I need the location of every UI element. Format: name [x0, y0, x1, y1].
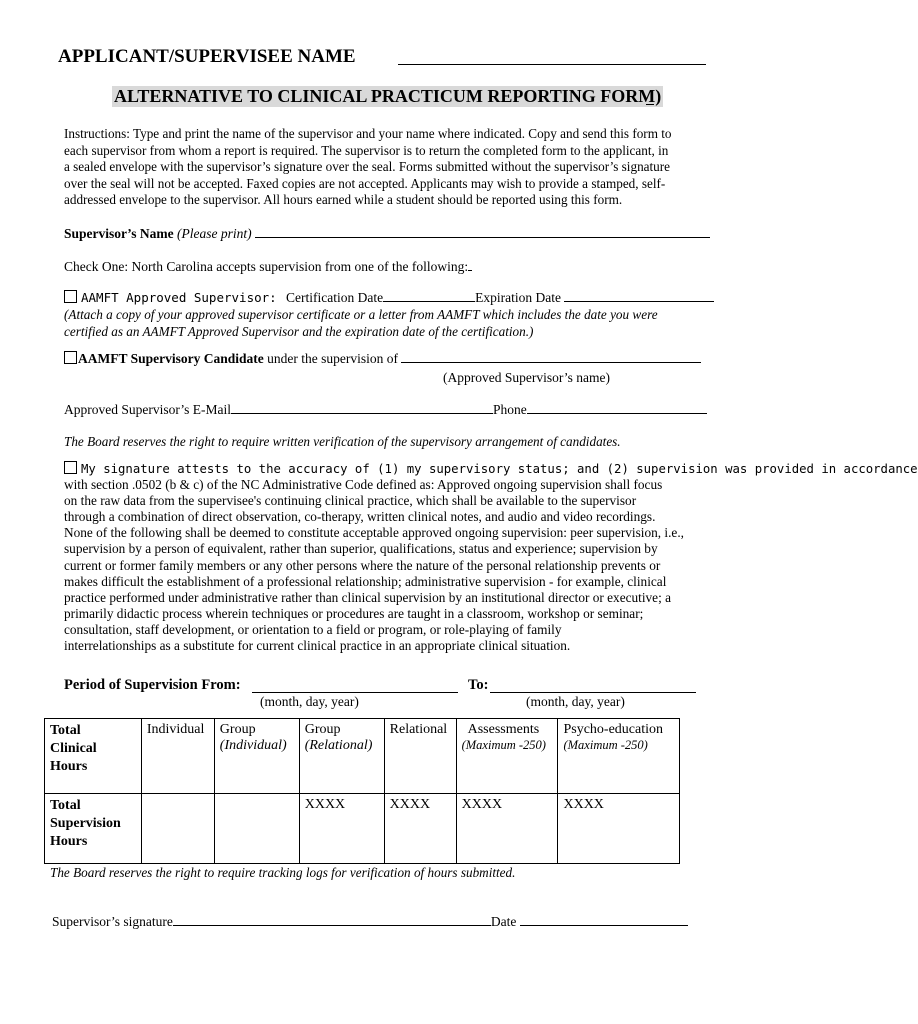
- instructions-line: addressed envelope to the supervisor. All hours earned while a student should be reported using this form.: [64, 192, 623, 208]
- expiration-date-field[interactable]: [564, 301, 714, 302]
- certification-date-field[interactable]: [383, 301, 475, 302]
- table-row: [45, 719, 680, 794]
- header-main: Relational: [389, 722, 448, 737]
- header-main: Assessments: [467, 722, 540, 737]
- attestation: [64, 461, 918, 654]
- attestation-line: makes difficult the establishment of a professional relationship; administrative supervision - for example, clinical: [64, 573, 667, 589]
- attestation-line: None of the following shall be deemed to constitute acceptable approved ongoing supervision: peer supervision, i.e.,: [64, 525, 684, 541]
- period-to-field[interactable]: [490, 692, 696, 693]
- attestation-line: on the raw data from the supervisee's continuing clinical practice, which shall be available to the supervisor: [64, 493, 637, 509]
- header-sub: (Individual): [219, 738, 287, 753]
- signature-label: Supervisor’s signature: [52, 914, 173, 929]
- date-label: Date: [490, 914, 517, 929]
- applicant-name-label: APPLICANT/SUPERVISEE NAME: [58, 46, 356, 67]
- check-one-underline: [468, 270, 472, 271]
- attestation-line: consultation, staff development, or orientation to a field or program, or role-playing of family: [64, 621, 562, 637]
- period-from-caption: (month, day, year): [260, 694, 359, 709]
- option-approved-supervisor: [64, 290, 714, 306]
- form-title: ALTERNATIVE TO CLINICAL PRACTICUM REPORTING FORM): [114, 86, 662, 106]
- date-field[interactable]: [520, 925, 688, 926]
- instructions: [64, 126, 672, 209]
- supervisory-candidate-checkbox[interactable]: [64, 351, 77, 364]
- header-psycho-education[interactable]: [558, 719, 680, 794]
- expiration-date-label: Expiration Date: [475, 290, 561, 305]
- attestation-line: supervision by a person of equivalent, rather than superior, qualifications, status and experience; supervision by: [64, 541, 658, 557]
- under-supervision-text: under the supervision of: [267, 351, 398, 366]
- period-from-field[interactable]: [252, 692, 458, 693]
- phone-label: Phone: [492, 402, 527, 417]
- approved-supervisor-name-field[interactable]: [401, 362, 701, 363]
- email-field[interactable]: [231, 413, 493, 414]
- supervisor-name-field[interactable]: [255, 237, 710, 238]
- header-sub: (Relational): [304, 738, 373, 753]
- header-main: Individual: [146, 722, 205, 737]
- supervision-psycho-education-cell: XXXX: [558, 794, 680, 864]
- option-supervisory-candidate: [64, 351, 701, 367]
- header-group-individual[interactable]: [214, 719, 299, 794]
- attestation-line: with section .0502 (b & c) of the NC Administrative Code defined as: Approved ongoing supervision shall focus: [64, 477, 663, 493]
- attestation-line: through a combination of direct observation, co-therapy, written clinical notes, and audio and video recordings.: [64, 509, 656, 525]
- header-relational[interactable]: [384, 719, 456, 794]
- board-verification-note: The Board reserves the right to require written verification of the supervisory arrangement of candidates.: [64, 434, 621, 449]
- row-label-line: Total: [50, 798, 81, 813]
- note-line: (Attach a copy of your approved supervisor certificate or a letter from AAMFT which includes the date you were: [64, 307, 658, 322]
- supervision-assessments-cell: XXXX: [456, 794, 558, 864]
- attestation-checkbox[interactable]: [64, 461, 77, 474]
- instructions-line: over the seal will not be accepted. Faxed copies are not accepted. Applicants may wish to provide a stamped, self-: [64, 175, 666, 191]
- contact-row: [64, 402, 707, 418]
- period-to-label: To:: [468, 677, 489, 693]
- row-label-line: Hours: [50, 759, 88, 774]
- header-group-relational[interactable]: [299, 719, 384, 794]
- header-main: Group: [304, 722, 341, 737]
- attestation-line: practice performed under administrative rather than clinical supervision by an institutional director or executive; a: [64, 589, 672, 605]
- header-main: Group: [219, 722, 256, 737]
- attestation-line: current or former family members or any other persons where the nature of the personal relationship prevents or: [64, 557, 661, 573]
- attestation-line: primarily didactic process wherein techniques or procedures are taught in a classroom, workshop or seminar;: [64, 605, 644, 621]
- supervision-group-individual-cell[interactable]: [214, 794, 299, 864]
- signature-field[interactable]: [173, 925, 491, 926]
- supervisor-name-hint: (Please print): [176, 226, 252, 241]
- title-underline: [646, 104, 654, 105]
- total-clinical-hours-label: [45, 719, 142, 794]
- row-label-line: Total: [50, 723, 81, 738]
- instructions-line: each supervisor from whom a report is required. The supervisor is to return the completed form to the applicant, in: [64, 142, 669, 158]
- certification-date-label: Certification Date: [286, 290, 384, 305]
- table-row: [45, 794, 680, 864]
- row-label-line: Clinical: [50, 741, 97, 756]
- approved-supervisor-caption: (Approved Supervisor’s name): [443, 370, 610, 385]
- approved-supervisor-note: [64, 307, 658, 340]
- row-label-line: Supervision: [50, 816, 121, 831]
- supervisor-name-label: Supervisor’s Name: [64, 226, 174, 241]
- supervision-group-relational-cell: XXXX: [299, 794, 384, 864]
- check-one-row: [64, 259, 472, 275]
- header-main: Psycho-education: [563, 722, 663, 737]
- instructions-line: a sealed envelope with the supervisor’s signature over the seal. Forms submitted without the supervisor’s signature: [64, 159, 671, 175]
- hours-table: [44, 718, 680, 864]
- note-line: certified as an AAMFT Approved Supervisor and the expiration date of the certification.): [64, 323, 534, 339]
- attestation-line: interrelationships as a substitute for current clinical practice in an appropriate clinical situation.: [64, 638, 571, 654]
- header-sub: (Maximum -250): [563, 738, 648, 752]
- signature-row: [52, 914, 688, 930]
- board-tracking-note: The Board reserves the right to require tracking logs for verification of hours submitted.: [50, 865, 516, 880]
- supervisory-candidate-label: AAMFT Supervisory Candidate: [78, 351, 264, 366]
- header-individual[interactable]: [141, 719, 214, 794]
- header-assessments[interactable]: [456, 719, 558, 794]
- period-from-label: Period of Supervision From:: [64, 677, 241, 693]
- supervision-relational-cell: XXXX: [384, 794, 456, 864]
- total-supervision-hours-label: [45, 794, 142, 864]
- approved-supervisor-label: AAMFT Approved Supervisor:: [81, 290, 277, 305]
- header-sub: (Maximum -250): [461, 738, 546, 752]
- applicant-name-field[interactable]: [398, 64, 706, 65]
- supervisor-name-row: [64, 226, 710, 242]
- email-label: Approved Supervisor’s E-Mail: [64, 402, 231, 417]
- approved-supervisor-checkbox[interactable]: [64, 290, 77, 303]
- attestation-first-line: My signature attests to the accuracy of (1) my supervisory status; and (2) supervision was provided in accordance: [81, 462, 918, 476]
- phone-field[interactable]: [527, 413, 707, 414]
- instructions-line: Instructions: Type and print the name of the supervisor and your name where indicated. Copy and send this form to: [64, 126, 672, 141]
- supervision-individual-cell[interactable]: [141, 794, 214, 864]
- row-label-line: Hours: [50, 834, 88, 849]
- check-one-text: Check One: North Carolina accepts supervision from one of the following:: [64, 259, 469, 274]
- period-to-caption: (month, day, year): [526, 694, 625, 709]
